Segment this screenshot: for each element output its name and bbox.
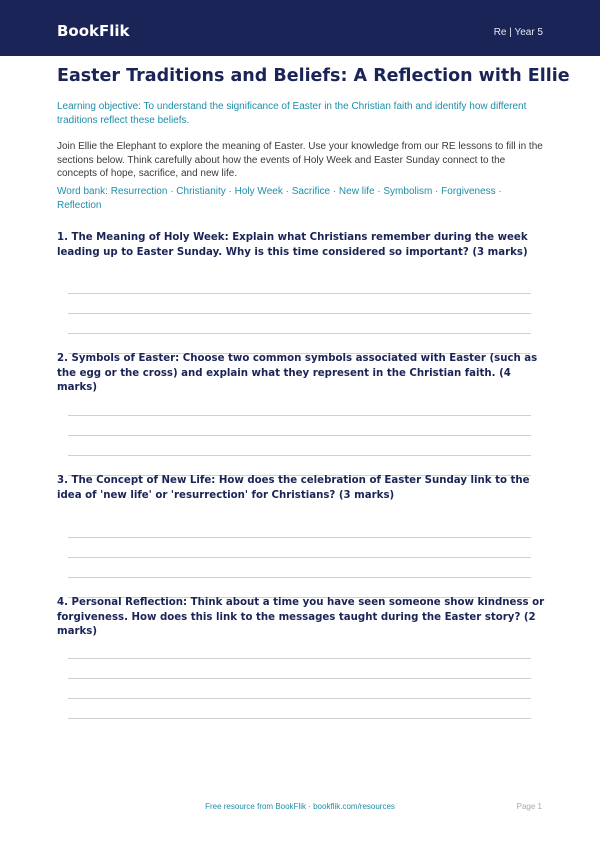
- question-4: 4. Personal Reflection: Think about a time you have seen someone show kindness or forgiveness. How does this link to the messages taught during the Easter story? (2 marks): [57, 597, 545, 637]
- footer-resource-link[interactable]: Free resource from BookFlik · bookflik.com/resources: [205, 802, 395, 811]
- answer-line[interactable]: [68, 293, 531, 294]
- subject-year-label: Re | Year 5: [493, 27, 543, 38]
- answer-line[interactable]: [68, 718, 531, 719]
- answer-line[interactable]: [68, 557, 531, 558]
- worksheet-title: Easter Traditions and Beliefs: A Reflection with Ellie: [57, 66, 570, 86]
- answer-line[interactable]: [68, 678, 531, 679]
- answer-line[interactable]: [68, 577, 531, 578]
- intro-paragraph: Join Ellie the Elephant to explore the meaning of Easter. Use your knowledge from our RE lessons to fill in the sections below. Think carefully about how the events of Holy Week and Easter Sunday connect to the concepts of hope, sacrifice, and new life.: [57, 141, 543, 179]
- question-3: 3. The Concept of New Life: How does the celebration of Easter Sunday link to the idea of 'new life' or 'resurrection' for Christians? (3 marks): [57, 475, 530, 501]
- page-header: [0, 0, 600, 56]
- page-number: Page 1: [516, 802, 542, 811]
- answer-line[interactable]: [68, 537, 531, 538]
- brand-logo[interactable]: BookFlik: [57, 22, 130, 40]
- answer-line[interactable]: [68, 455, 531, 456]
- question-1: 1. The Meaning of Holy Week: Explain what Christians remember during the week leading up to Easter Sunday. Why is this time considered so important? (3 marks): [57, 232, 528, 258]
- question-2: 2. Symbols of Easter: Choose two common symbols associated with Easter (such as the egg or the cross) and explain what they represent in the Christian faith. (4 marks): [57, 353, 538, 393]
- answer-line[interactable]: [68, 313, 531, 314]
- answer-line[interactable]: [68, 658, 531, 659]
- word-bank: Word bank: Resurrection · Christianity · Holy Week · Sacrifice · New life · Symbolism · Forgiveness · Reflection: [57, 186, 502, 211]
- answer-line[interactable]: [68, 415, 531, 416]
- answer-line[interactable]: [68, 435, 531, 436]
- answer-line[interactable]: [68, 333, 531, 334]
- learning-objective: Learning objective: To understand the significance of Easter in the Christian faith and identify how different traditions reflect these beliefs.: [57, 101, 527, 126]
- answer-line[interactable]: [68, 698, 531, 699]
